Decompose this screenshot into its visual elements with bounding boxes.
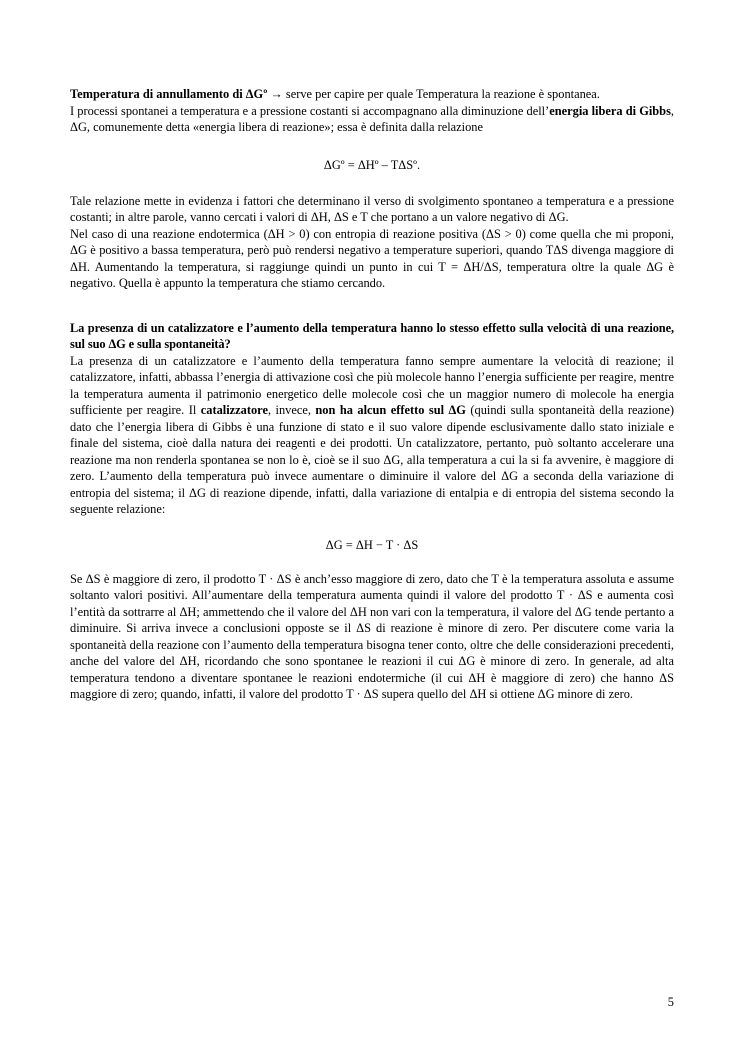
intro-heading-rest: serve per capire per quale Temperatura la reazione è spontanea. bbox=[282, 87, 600, 101]
gibbs-definition-paragraph bbox=[70, 103, 674, 136]
equation-gibbs-relation: ΔG = ΔH − T · ΔS bbox=[325, 537, 419, 552]
catalyst-bold-catalizzatore: catalizzatore bbox=[200, 403, 268, 417]
gibbs-definition-part1: I processi spontanei a temperatura e a pressione costanti si accompagnano alla diminuzione dell’ bbox=[70, 103, 550, 118]
catalyst-body-part2: , invece, bbox=[267, 403, 316, 417]
endothermic-case-paragraph: Nel caso di una reazione endotermica (ΔH > 0) con entropia di reazione positiva (ΔS > 0) come quella che mi proponi, ΔG è positivo a bassa temperatura, però può rendersi negativo a temperature superiori, quando TΔS divenga maggiore di ΔH. Aumentando la temperatura, si raggiunge quindi un punto in cui T = ΔH/ΔS, temperatura oltre la quale ΔG è negativo. Quella è appunto la temperatura che stiamo cercando. bbox=[70, 226, 674, 290]
gibbs-definition-bold: energia libera di Gibbs bbox=[549, 103, 671, 118]
equation-standard-gibbs: ΔGº = ΔHº – TΔSº. bbox=[323, 157, 421, 172]
catalyst-body-part1: La presenza di un catalizzatore e l’aumento della temperatura fanno sempre aumentare la velocità di reazione; il catalizzatore, infatti, abbassa l’energia di attivazione così che più molecole hanno l’energia sufficiente per reagire, mentre la temperatura aumenta il patrimonio energetico delle molecole così che un maggior numero di molecole ha energia sufficiente per reagire. Il bbox=[70, 353, 674, 417]
catalyst-question-heading: La presenza di un catalizzatore e l’aumento della temperatura hanno lo stesso effetto sulla velocità di una reazione, sul suo ΔG e sulla spontaneità? bbox=[70, 320, 674, 351]
catalyst-bold-no-effect: non ha alcun effetto sul ΔG bbox=[315, 403, 466, 417]
closing-paragraph: Se ΔS è maggiore di zero, il prodotto T · ΔS è anch’esso maggiore di zero, dato che T è la temperatura assoluta e assume soltanto valori positivi. All’aumentare della temperatura aumenta quindi il valore del prodotto T · ΔS e aumenta così l’entità da sottrarre al ΔH; ammettendo che il valore del ΔH non vari con la temperatura, il valore del ΔG tende pertanto a diminuire. Si arriva invece a conclusioni opposte se il ΔS di reazione è minore di zero. Per discutere come varia la spontaneità della reazione con l’aumento della temperatura bisogna tener conto, oltre che delle considerazioni precedenti, anche del valore del ΔH, ricordando che sono spontanee le reazioni il cui ΔG è minore di zero. In generale, ad alta temperatura tendono a diventare spontanee le reazioni endotermiche (il cui ΔH è maggiore di zero) che hanno ΔS maggiore di zero; quando, infatti, il valore del prodotto T · ΔS supera quello del ΔH si ottiene ΔG minore di zero. bbox=[70, 571, 674, 701]
factors-paragraph: Tale relazione mette in evidenza i fattori che determinano il verso di svolgimento spontaneo a temperatura e a pressione costanti; in altre parole, vanno cercati i valori di ΔH, ΔS e T che portano a un valore negativo di ΔG. bbox=[70, 193, 674, 224]
catalyst-body-part3: (quindi sulla spontaneità della reazione) dato che l’energia libera di Gibbs è una funzione di stato e il suo valore dipende esclusivamente dallo stato iniziale e finale del sistema, cioè dalla natura dei reagenti e dei prodotti. Un catalizzatore, pertanto, può soltanto accelerare una reazione ma non renderla spontanea se non lo è, cioè se il suo ΔG, alla temperatura a cui la si fa avvenire, è maggiore di zero. L’aumento della temperatura può invece aumentare o diminuire il valore del ΔG a seconda della variazione di entropia del sistema; il ΔG di reazione dipende, infatti, dalla variazione di entalpia e di entropia del sistema secondo la seguente relazione: bbox=[70, 403, 674, 516]
intro-heading-bold: Temperatura di annullamento di ΔGº → bbox=[70, 87, 283, 101]
catalyst-body-paragraph bbox=[70, 353, 674, 518]
intro-heading-paragraph bbox=[70, 86, 674, 103]
gibbs-definition-part2: , ΔG, comunemente detta «energia libera di reazione»; essa è definita dalla relazione bbox=[70, 103, 674, 134]
page-number: 5 bbox=[667, 995, 674, 1009]
